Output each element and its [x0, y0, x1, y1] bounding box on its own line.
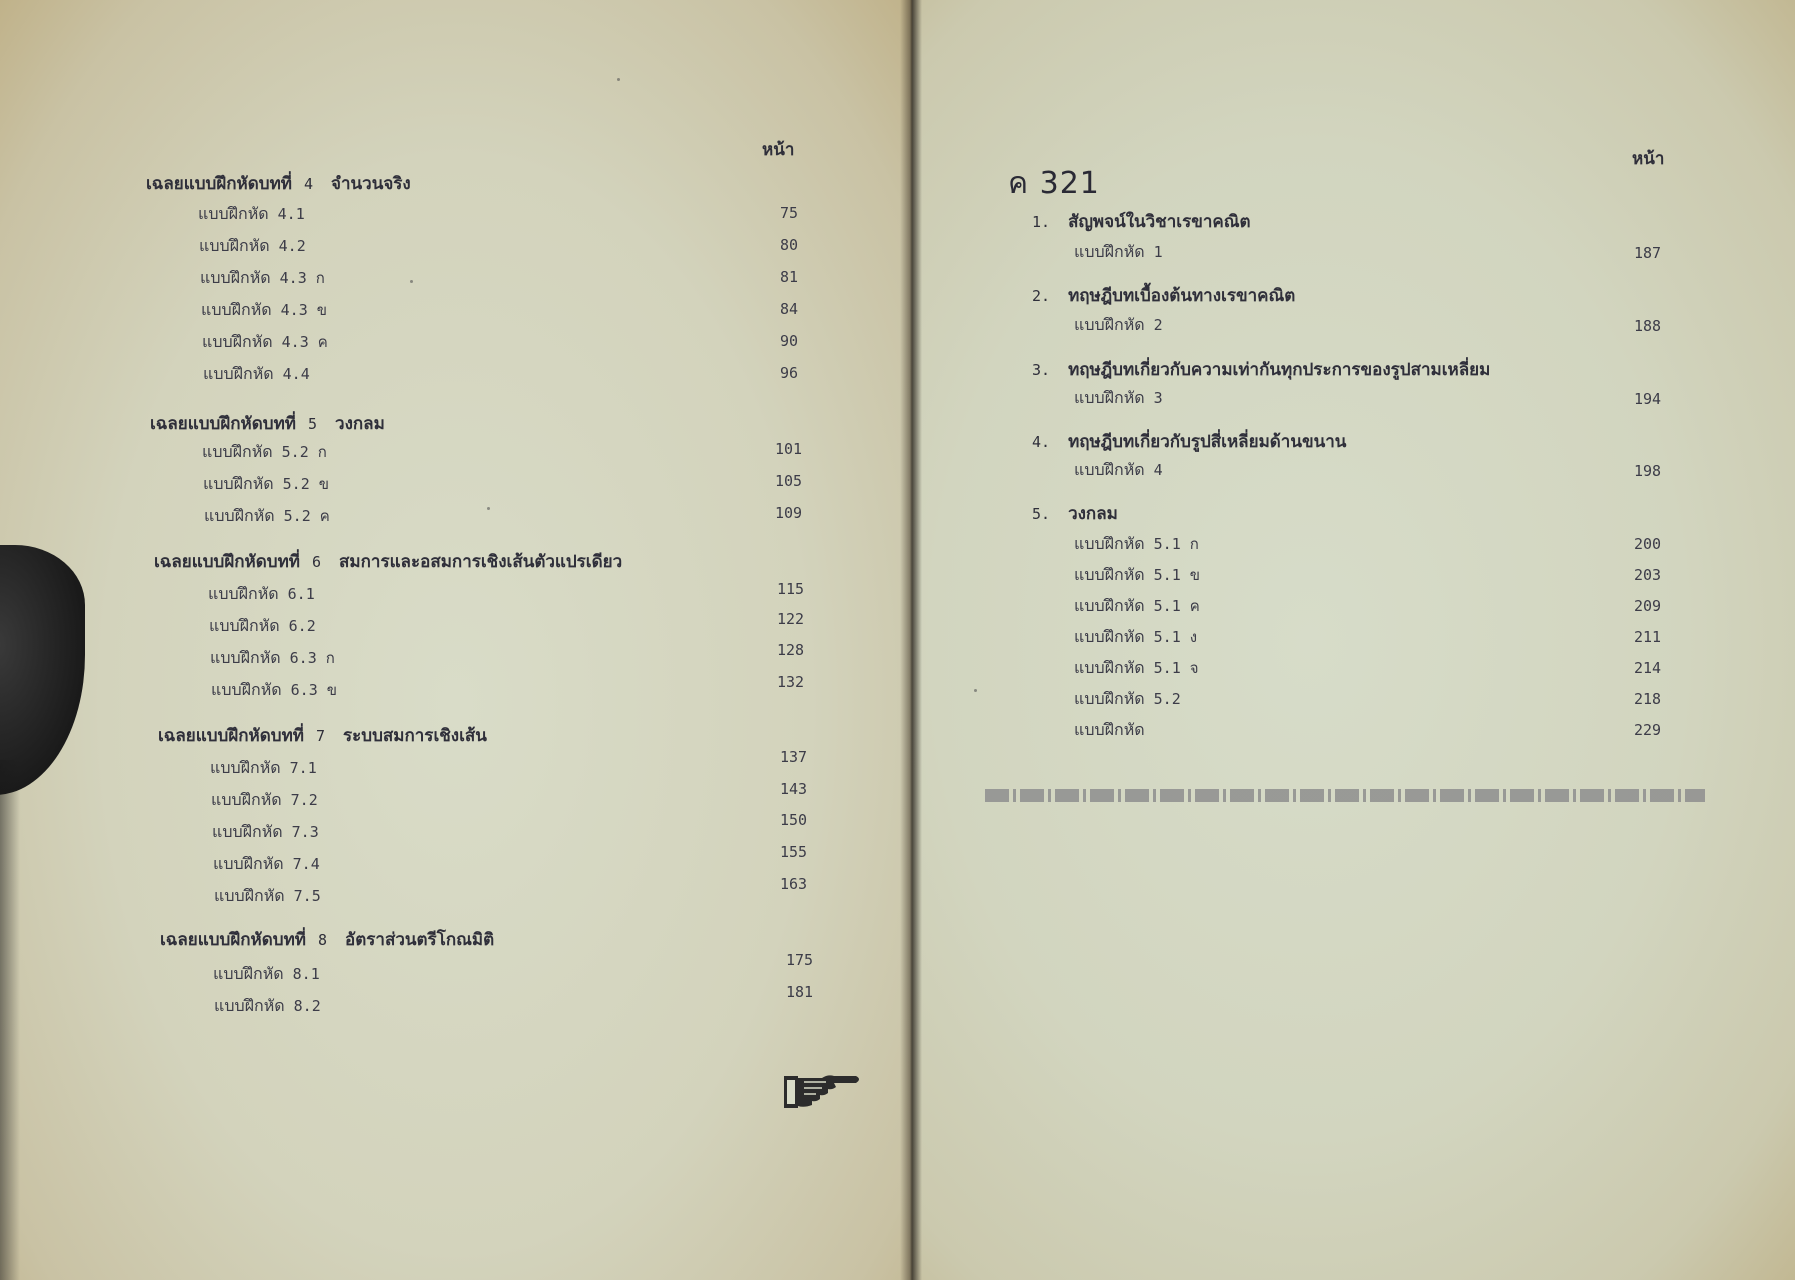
- chapter-title: วงกลม: [1068, 504, 1118, 524]
- exercise-label: แบบฝึกหัด: [211, 680, 282, 699]
- exercise-entry: [213, 962, 320, 987]
- exercise-label: แบบฝึกหัด: [200, 268, 271, 287]
- chapter-title: ทฤษฎีบทเกี่ยวกับรูปสี่เหลี่ยมด้านขนาน: [1068, 432, 1347, 452]
- page-number: 81: [780, 268, 799, 286]
- page-number: 150: [780, 811, 808, 829]
- section-title: จำนวนจริง: [331, 174, 411, 194]
- exercise-code: 5.2: [1153, 690, 1181, 708]
- chapter-title: สัญพจน์ในวิชาเรขาคณิต: [1068, 212, 1251, 232]
- section-title: วงกลม: [335, 414, 385, 434]
- chapter-title: ทฤษฎีบทเกี่ยวกับความเท่ากันทุกประการของรูปสามเหลี่ยม: [1068, 360, 1491, 380]
- exercise-label: แบบฝึกหัด: [213, 854, 284, 873]
- exercise-entry: [202, 440, 327, 465]
- exercise-label: แบบฝึกหัด: [214, 886, 285, 905]
- exercise-code: 7.1: [289, 759, 317, 777]
- page-number: 200: [1634, 535, 1662, 553]
- chapter-heading: [1032, 356, 1490, 383]
- right-page: [912, 0, 1795, 1280]
- section-number: 6: [312, 553, 322, 571]
- exercise-label: แบบฝึกหัด: [1074, 534, 1145, 553]
- section-number: 8: [318, 931, 328, 949]
- exercise-entry: [201, 298, 327, 323]
- page-number: 155: [780, 843, 808, 861]
- exercise-code: 5.1 ค: [1153, 597, 1200, 615]
- section-prefix: เฉลยแบบฝึกหัดบทที่: [160, 930, 307, 950]
- paper-speck: [410, 280, 413, 283]
- page-number: 75: [780, 204, 799, 222]
- exercise-entry: [203, 472, 329, 497]
- exercise-code: 5.1 จ: [1153, 659, 1199, 677]
- page-number: 137: [780, 748, 808, 766]
- paper-speck: [487, 507, 490, 510]
- exercise-entry: [1074, 718, 1145, 743]
- paper-speck: [617, 78, 620, 81]
- exercise-entry: [211, 678, 337, 703]
- page-number: 181: [786, 983, 814, 1001]
- exercise-label: แบบฝึกหัด: [1074, 565, 1145, 584]
- page-number: 163: [780, 875, 808, 893]
- exercise-entry: [210, 646, 335, 671]
- exercise-entry: [1074, 563, 1200, 588]
- exercise-label: แบบฝึกหัด: [1074, 658, 1145, 677]
- section-heading: [146, 170, 411, 197]
- page-number: 90: [780, 332, 799, 350]
- pointing-hand-icon: [782, 1070, 862, 1112]
- exercise-code: 8.2: [293, 997, 321, 1015]
- exercise-entry: [1074, 386, 1163, 411]
- page-number: 209: [1634, 597, 1662, 615]
- section-heading: [158, 722, 487, 749]
- exercise-code: 4.4: [282, 365, 310, 383]
- page-column-label: หน้า: [762, 140, 795, 160]
- exercise-label: แบบฝึกหัด: [210, 648, 281, 667]
- exercise-code: 7.4: [292, 855, 320, 873]
- section-heading: [150, 410, 385, 437]
- exercise-label: แบบฝึกหัด: [1074, 627, 1145, 646]
- exercise-code: 5.1 ก: [1153, 535, 1199, 553]
- exercise-code: 4.3 ข: [280, 301, 328, 319]
- exercise-code: 1: [1153, 243, 1163, 261]
- exercise-code: 5.1 ข: [1153, 566, 1201, 584]
- exercise-label: แบบฝึกหัด: [1074, 596, 1145, 615]
- exercise-code: 7.5: [293, 887, 321, 905]
- exercise-label: แบบฝึกหัด: [211, 790, 282, 809]
- page-column-label: หน้า: [1632, 149, 1665, 169]
- exercise-label: แบบฝึกหัด: [198, 204, 269, 223]
- edge-shadow: [0, 760, 20, 1280]
- section-heading: [154, 548, 622, 575]
- chapter-number: 2.: [1032, 287, 1051, 305]
- chapter-heading: [1032, 428, 1346, 455]
- exercise-entry: [204, 504, 330, 529]
- exercise-entry: [212, 820, 319, 845]
- exercise-code: 7.2: [290, 791, 318, 809]
- exercise-entry: [211, 788, 318, 813]
- page-number: 198: [1634, 462, 1662, 480]
- exercise-code: 4.3 ค: [281, 333, 328, 351]
- exercise-entry: [202, 330, 328, 355]
- page-number: 143: [780, 780, 808, 798]
- chapter-number: 1.: [1032, 213, 1051, 231]
- section-title: สมการและอสมการเชิงเส้นตัวแปรเดียว: [339, 552, 623, 572]
- exercise-label: แบบฝึกหัด: [203, 364, 274, 383]
- exercise-entry: [210, 756, 317, 781]
- exercise-entry: [1074, 594, 1200, 619]
- chapter-title: ทฤษฎีบทเบื้องต้นทางเรขาคณิต: [1068, 286, 1296, 306]
- exercise-code: 6.2: [288, 617, 316, 635]
- page-number: 175: [786, 951, 814, 969]
- exercise-entry: [199, 234, 306, 259]
- exercise-code: 6.1: [287, 585, 315, 603]
- page-number: 203: [1634, 566, 1662, 584]
- exercise-label: แบบฝึกหัด: [202, 442, 273, 461]
- exercise-code: 7.3: [291, 823, 319, 841]
- chapter-heading: [1032, 208, 1251, 235]
- exercise-label: แบบฝึกหัด: [1074, 242, 1145, 261]
- chapter-heading: [1032, 500, 1118, 527]
- exercise-code: 3: [1153, 389, 1163, 407]
- exercise-label: แบบฝึกหัด: [199, 236, 270, 255]
- dashed-divider: [985, 789, 1705, 802]
- exercise-entry: [1074, 532, 1199, 557]
- page-number: 109: [775, 504, 803, 522]
- exercise-entry: [1074, 458, 1163, 483]
- page-number: 122: [777, 610, 805, 628]
- section-number: 4: [304, 175, 314, 193]
- page-number: 188: [1634, 317, 1662, 335]
- exercise-code: 4: [1153, 461, 1163, 479]
- chapter-number: 4.: [1032, 433, 1051, 451]
- section-number: 7: [316, 727, 326, 745]
- exercise-entry: [208, 582, 315, 607]
- section-prefix: เฉลยแบบฝึกหัดบทที่: [146, 174, 293, 194]
- section-title: ระบบสมการเชิงเส้น: [343, 726, 487, 746]
- page-number: 211: [1634, 628, 1662, 646]
- page-number: 101: [775, 440, 803, 458]
- page-number: 194: [1634, 390, 1662, 408]
- exercise-label: แบบฝึกหัด: [1074, 689, 1145, 708]
- exercise-entry: [1074, 313, 1163, 338]
- chapter-number: 5.: [1032, 505, 1051, 523]
- exercise-code: 6.3 ก: [289, 649, 335, 667]
- exercise-label: แบบฝึกหัด: [209, 616, 280, 635]
- section-prefix: เฉลยแบบฝึกหัดบทที่: [154, 552, 301, 572]
- exercise-label: แบบฝึกหัด: [212, 822, 283, 841]
- page-number: 96: [780, 364, 799, 382]
- section-prefix: เฉลยแบบฝึกหัดบทที่: [158, 726, 305, 746]
- page-number: 84: [780, 300, 799, 318]
- chapter-heading: [1032, 282, 1295, 309]
- exercise-label: แบบฝึกหัด: [208, 584, 279, 603]
- exercise-code: 4.3 ก: [279, 269, 325, 287]
- exercise-code: 5.1 ง: [1153, 628, 1198, 646]
- exercise-entry: [198, 202, 305, 227]
- book-gutter: [900, 0, 922, 1280]
- thumb-shadow: [0, 545, 85, 795]
- exercise-label: แบบฝึกหัด: [204, 506, 275, 525]
- exercise-entry: [1074, 625, 1197, 650]
- page-number: 80: [780, 236, 799, 254]
- page-number: 132: [777, 673, 805, 691]
- exercise-entry: [213, 852, 320, 877]
- exercise-entry: [200, 266, 325, 291]
- exercise-entry: [214, 994, 321, 1019]
- section-heading: [160, 926, 494, 953]
- section-title: อัตราส่วนตรีโกณมิติ: [345, 930, 495, 950]
- page-number: 128: [777, 641, 805, 659]
- page-number: 105: [775, 472, 803, 490]
- section-number: 5: [308, 415, 318, 433]
- exercise-entry: [214, 884, 321, 909]
- exercise-label: แบบฝึกหัด: [1074, 720, 1145, 739]
- exercise-code: 6.3 ข: [290, 681, 338, 699]
- exercise-label: แบบฝึกหัด: [210, 758, 281, 777]
- exercise-code: 4.2: [278, 237, 306, 255]
- page-number: 187: [1634, 244, 1662, 262]
- exercise-label: แบบฝึกหัด: [201, 300, 272, 319]
- exercise-label: แบบฝึกหัด: [1074, 315, 1145, 334]
- section-prefix: เฉลยแบบฝึกหัดบทที่: [150, 414, 297, 434]
- exercise-label: แบบฝึกหัด: [1074, 460, 1145, 479]
- exercise-code: 8.1: [292, 965, 320, 983]
- exercise-entry: [203, 362, 310, 387]
- exercise-entry: [1074, 687, 1181, 712]
- exercise-code: 5.2 ก: [281, 443, 327, 461]
- chapter-number: 3.: [1032, 361, 1051, 379]
- exercise-label: แบบฝึกหัด: [202, 332, 273, 351]
- exercise-code: 5.2 ข: [282, 475, 330, 493]
- course-code: ค 321: [1008, 166, 1100, 201]
- exercise-entry: [209, 614, 316, 639]
- exercise-label: แบบฝึกหัด: [214, 996, 285, 1015]
- exercise-entry: [1074, 240, 1163, 265]
- exercise-code: 5.2 ค: [283, 507, 330, 525]
- page-number: 218: [1634, 690, 1662, 708]
- paper-speck: [974, 689, 977, 692]
- exercise-code: 2: [1153, 316, 1163, 334]
- exercise-entry: [1074, 656, 1199, 681]
- exercise-label: แบบฝึกหัด: [1074, 388, 1145, 407]
- exercise-label: แบบฝึกหัด: [213, 964, 284, 983]
- exercise-code: 4.1: [277, 205, 305, 223]
- exercise-label: แบบฝึกหัด: [203, 474, 274, 493]
- page-number: 229: [1634, 721, 1662, 739]
- page-number: 214: [1634, 659, 1662, 677]
- page-number: 115: [777, 580, 805, 598]
